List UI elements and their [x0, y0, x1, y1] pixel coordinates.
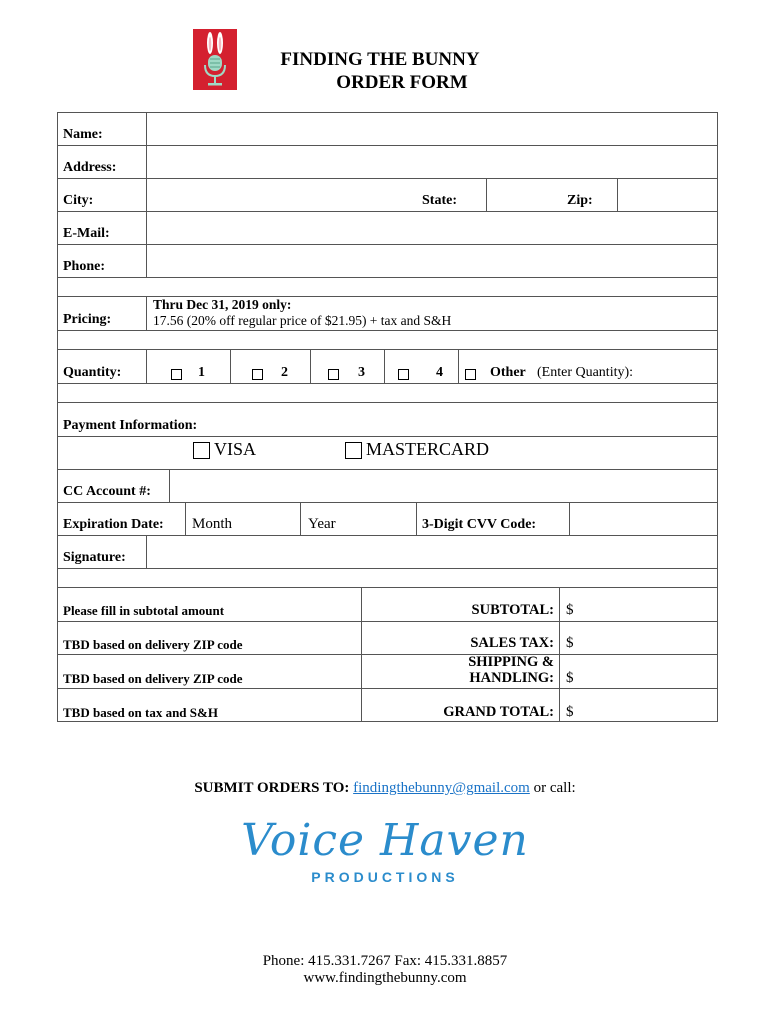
cc-account-label: CC Account #: — [63, 484, 151, 499]
pricing-deadline: Thru Dec 31, 2019 only: — [153, 297, 292, 312]
quantity-label: Quantity: — [63, 365, 122, 380]
quantity-other-label: Other — [490, 365, 526, 380]
phone-label: Phone: — [63, 259, 105, 274]
subtotal-note: Please fill in subtotal amount — [63, 603, 225, 618]
bunny-logo — [193, 29, 237, 90]
sales-tax-note: TBD based on delivery ZIP code — [63, 637, 243, 652]
bunny-microphone-icon — [193, 29, 237, 90]
quantity-other-hint: (Enter Quantity): — [537, 365, 634, 380]
cc-account-field[interactable] — [170, 470, 717, 502]
cvv-label: 3-Digit CVV Code: — [422, 517, 537, 532]
subtotal-value[interactable]: $ — [566, 602, 574, 618]
name-field[interactable] — [147, 113, 717, 145]
submit-email-link[interactable]: findingthebunny@gmail.com — [353, 780, 530, 796]
mastercard-checkbox[interactable] — [345, 442, 362, 459]
quantity-4-checkbox[interactable] — [398, 369, 409, 380]
quantity-3-label: 3 — [358, 365, 365, 380]
quantity-1-label: 1 — [198, 365, 205, 380]
phone-field[interactable] — [147, 245, 717, 277]
state-field[interactable] — [487, 179, 557, 211]
payment-info-label: Payment Information: — [63, 418, 198, 433]
footer-phone: Phone: 415.331.7267 Fax: 415.331.8857 — [262, 953, 508, 969]
quantity-2-label: 2 — [281, 365, 288, 380]
productions-wordmark: PRODUCTIONS — [311, 869, 459, 885]
mastercard-label: MASTERCARD — [366, 439, 490, 459]
pricing-label: Pricing: — [63, 312, 112, 327]
voice-haven-logo: Voice Haven — [241, 815, 529, 866]
zip-label: Zip: — [567, 193, 593, 208]
pricing-detail: 17.56 (20% off regular price of $21.95) + tax and S&H — [153, 313, 452, 328]
state-label: State: — [422, 193, 457, 208]
submit-orders-suffix: or call: — [533, 780, 576, 796]
cvv-field[interactable] — [570, 503, 717, 535]
city-label: City: — [63, 193, 94, 208]
submit-orders-prefix: SUBMIT ORDERS TO: — [194, 780, 350, 796]
expiration-label: Expiration Date: — [63, 517, 164, 532]
signature-field[interactable] — [147, 536, 717, 568]
shipping-value[interactable]: $ — [566, 670, 574, 686]
email-field[interactable] — [147, 212, 717, 244]
shipping-label-line1: SHIPPING & — [468, 654, 554, 670]
grand-total-note: TBD based on tax and S&H — [63, 705, 218, 720]
form-title: FINDING THE BUNNY — [280, 49, 480, 70]
exp-month-field[interactable]: Month — [192, 516, 233, 532]
visa-label: VISA — [214, 439, 257, 459]
email-label: E-Mail: — [63, 226, 110, 241]
name-label: Name: — [63, 127, 103, 142]
grand-total-label: GRAND TOTAL: — [443, 704, 554, 720]
quantity-1-checkbox[interactable] — [171, 369, 182, 380]
sales-tax-value[interactable]: $ — [566, 635, 574, 651]
subtotal-label: SUBTOTAL: — [471, 602, 554, 618]
quantity-other-checkbox[interactable] — [465, 369, 476, 380]
submit-orders-line — [0, 780, 770, 797]
exp-year-field[interactable]: Year — [308, 516, 336, 532]
quantity-4-label: 4 — [436, 365, 443, 380]
footer-website[interactable]: www.findingthebunny.com — [303, 970, 467, 986]
shipping-label: HANDLING: — [469, 670, 554, 686]
grand-total-value[interactable]: $ — [566, 704, 574, 720]
sales-tax-label: SALES TAX: — [470, 635, 554, 651]
zip-field[interactable] — [618, 179, 717, 211]
quantity-3-checkbox[interactable] — [328, 369, 339, 380]
visa-checkbox[interactable] — [193, 442, 210, 459]
address-label: Address: — [63, 160, 117, 175]
quantity-2-checkbox[interactable] — [252, 369, 263, 380]
signature-label: Signature: — [63, 550, 126, 565]
shipping-note: TBD based on delivery ZIP code — [63, 671, 243, 686]
form-subtitle: ORDER FORM — [336, 72, 468, 93]
address-field[interactable] — [147, 146, 717, 178]
city-field[interactable] — [147, 179, 417, 211]
